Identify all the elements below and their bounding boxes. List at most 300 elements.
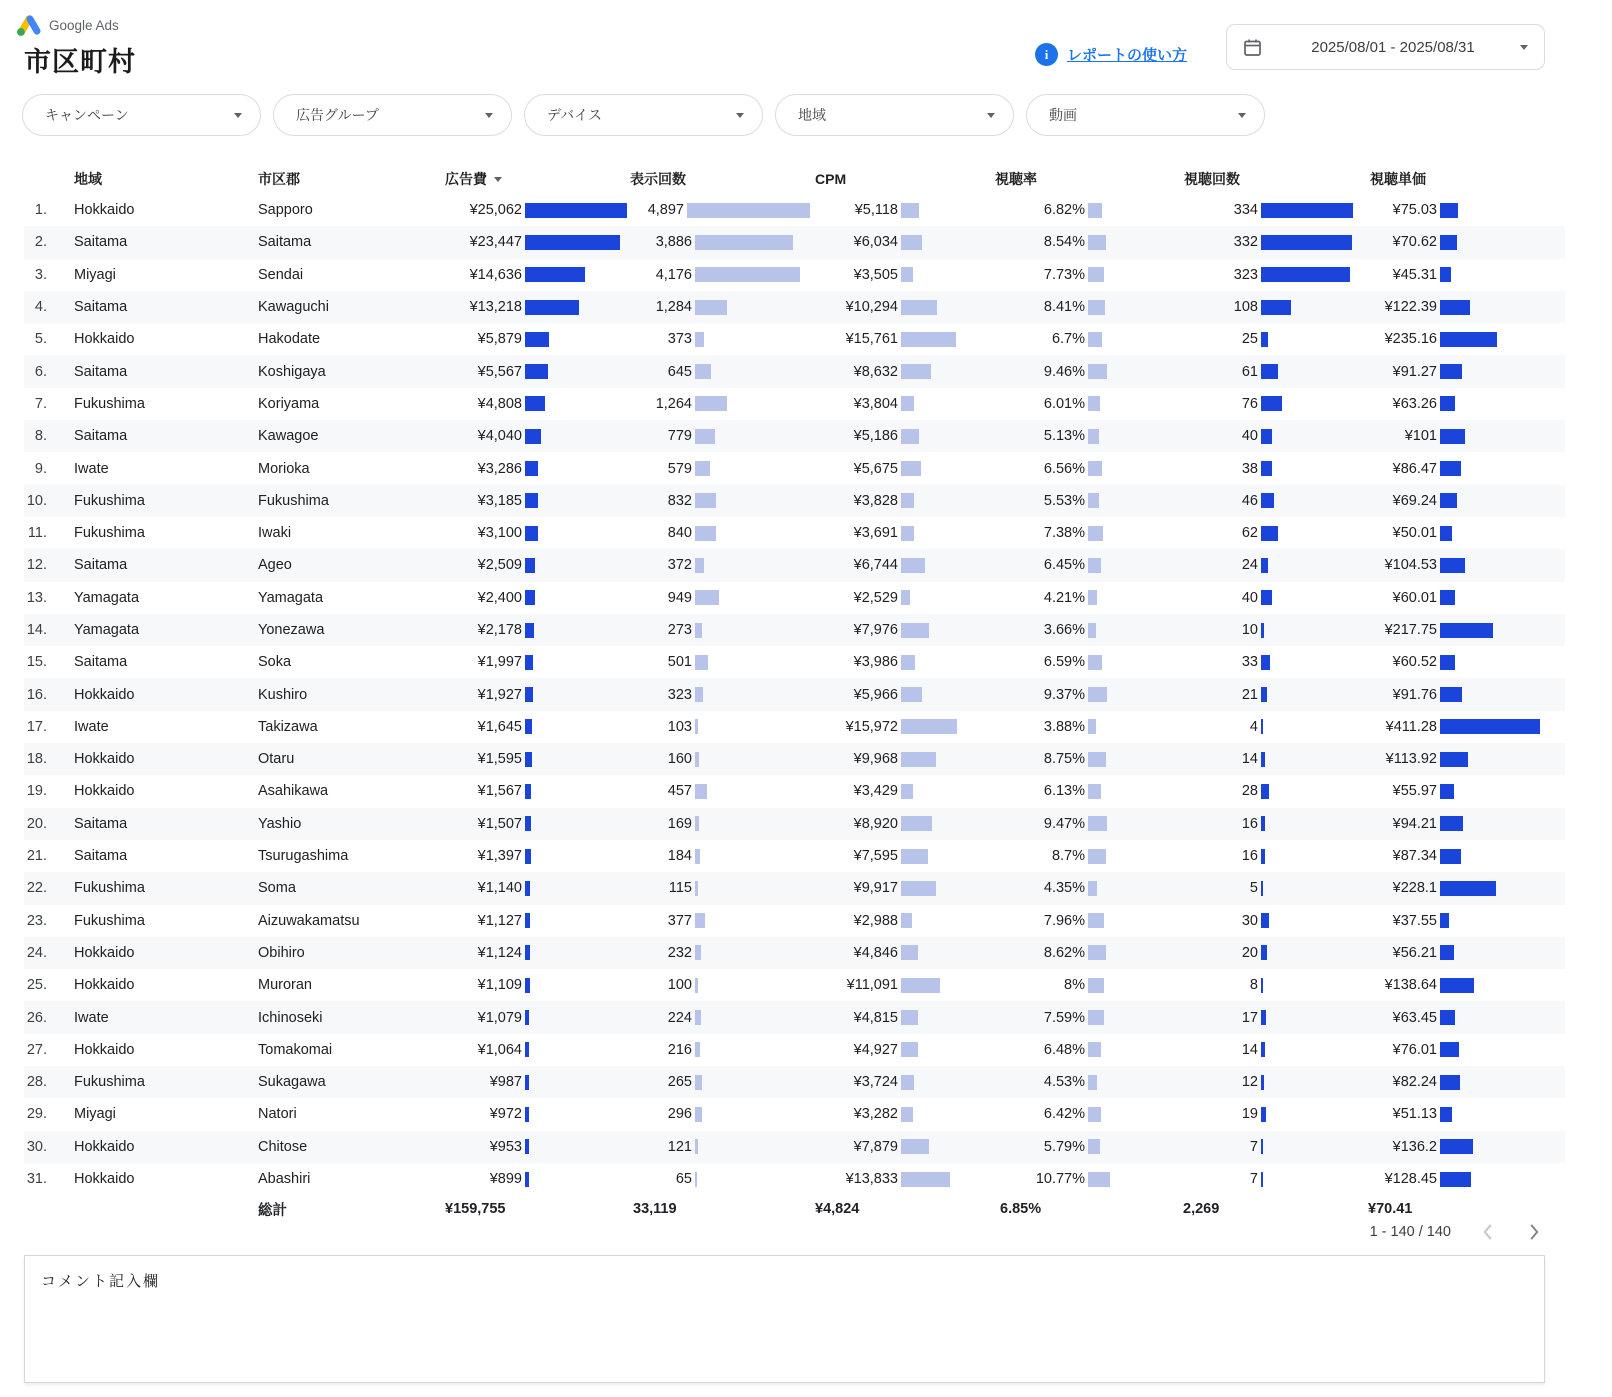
- cell-cpv: ¥37.55: [1360, 913, 1565, 929]
- row-index: 3.: [34, 266, 47, 283]
- impressions-bar: [695, 267, 810, 282]
- cell-cpm: ¥13,833: [810, 1171, 962, 1187]
- cell-cost: ¥1,397: [434, 848, 630, 864]
- cell-views: 62: [1115, 525, 1360, 541]
- cpm-bar: [901, 526, 962, 541]
- views-bar: [1261, 623, 1360, 638]
- info-icon[interactable]: i: [1035, 43, 1058, 66]
- cell-rate: 7.73%: [962, 267, 1115, 283]
- cell-city: Saitama: [258, 234, 312, 251]
- cpm-bar: [901, 1075, 962, 1090]
- cell-views: 7: [1115, 1139, 1360, 1155]
- row-index: 4.: [34, 299, 47, 316]
- cell-region: Hokkaido: [74, 202, 135, 219]
- table-row: [24, 1163, 1565, 1195]
- cell-region: Iwate: [74, 1009, 109, 1026]
- filter-device[interactable]: デバイス: [524, 94, 763, 136]
- cell-region: Saitama: [74, 815, 128, 832]
- impressions-bar: [695, 719, 810, 734]
- cell-city: Morioka: [258, 460, 310, 477]
- filter-ad-group[interactable]: 広告グループ: [273, 94, 512, 136]
- impressions-bar: [695, 396, 810, 411]
- cell-impressions: 1,264: [630, 396, 810, 412]
- pagination-range: 1 - 140 / 140: [1369, 1224, 1451, 1240]
- cell-cpm: ¥5,966: [810, 687, 962, 703]
- rate-bar: [1088, 719, 1115, 734]
- views-bar: [1261, 687, 1360, 702]
- cell-cpm: ¥3,828: [810, 493, 962, 509]
- cell-cost: ¥1,997: [434, 654, 630, 670]
- views-bar: [1261, 1010, 1360, 1025]
- cpm-bar: [901, 267, 962, 282]
- impressions-bar: [695, 558, 810, 573]
- cell-views: 21: [1115, 687, 1360, 703]
- table-row: [24, 840, 1565, 872]
- row-index: 1.: [34, 202, 47, 219]
- table-row: [24, 194, 1565, 226]
- cell-cpm: ¥3,724: [810, 1074, 962, 1090]
- cell-city: Iwaki: [258, 525, 292, 542]
- column-header-cpm[interactable]: CPM: [815, 171, 847, 187]
- cell-rate: 3.88%: [962, 719, 1115, 735]
- cell-views: 46: [1115, 493, 1360, 509]
- cell-impressions: 457: [630, 783, 810, 799]
- cpv-bar: [1440, 1075, 1565, 1090]
- cell-impressions: 216: [630, 1042, 810, 1058]
- cell-impressions: 779: [630, 428, 810, 444]
- row-index: 16.: [26, 686, 47, 703]
- cpv-bar: [1440, 429, 1565, 444]
- cell-rate: 8.75%: [962, 751, 1115, 767]
- cell-impressions: 169: [630, 816, 810, 832]
- chevron-down-icon: [234, 113, 242, 118]
- filter-campaign[interactable]: キャンペーン: [22, 94, 261, 136]
- cpv-bar: [1440, 945, 1565, 960]
- row-index: 28.: [26, 1074, 47, 1091]
- cell-cpv: ¥113.92: [1360, 751, 1565, 767]
- cell-cpv: ¥411.28: [1360, 719, 1565, 735]
- rate-bar: [1088, 461, 1115, 476]
- cell-city: Koriyama: [258, 395, 320, 412]
- cell-rate: 6.7%: [962, 331, 1115, 347]
- cpv-bar: [1440, 1042, 1565, 1057]
- cpv-bar: [1440, 203, 1565, 218]
- impressions-bar: [695, 429, 810, 444]
- cell-cpm: ¥5,118: [810, 202, 962, 218]
- cell-region: Iwate: [74, 718, 109, 735]
- impressions-bar: [695, 816, 810, 831]
- total-view-rate: 6.85%: [1000, 1201, 1042, 1218]
- views-bar: [1261, 816, 1360, 831]
- rate-bar: [1088, 267, 1115, 282]
- impressions-bar: [695, 364, 810, 379]
- rate-bar: [1088, 913, 1115, 928]
- cell-cost: ¥1,927: [434, 687, 630, 703]
- date-range-value: 2025/08/01 - 2025/08/31: [1311, 38, 1475, 56]
- cell-views: 20: [1115, 945, 1360, 961]
- cell-cpv: ¥217.75: [1360, 622, 1565, 638]
- cost-bar: [525, 719, 630, 734]
- row-index: 11.: [27, 525, 47, 542]
- table-row: [24, 259, 1565, 291]
- cell-region: Hokkaido: [74, 1138, 135, 1155]
- column-header-views[interactable]: 視聴回数: [1184, 171, 1240, 187]
- cell-cpv: ¥136.2: [1360, 1139, 1565, 1155]
- cell-city: Soka: [258, 654, 292, 671]
- chevron-down-icon: [987, 113, 995, 118]
- impressions-bar: [695, 235, 810, 250]
- row-index: 13.: [26, 589, 47, 606]
- row-index: 19.: [26, 783, 47, 800]
- cell-views: 17: [1115, 1010, 1360, 1026]
- cell-rate: 3.66%: [962, 622, 1115, 638]
- cell-region: Saitama: [74, 848, 128, 865]
- views-bar: [1261, 396, 1360, 411]
- cell-city: Kawaguchi: [258, 299, 329, 316]
- cost-bar: [525, 687, 630, 702]
- cell-rate: 9.47%: [962, 816, 1115, 832]
- table-row: [24, 1001, 1565, 1033]
- row-index: 2.: [34, 234, 47, 251]
- cell-cost: ¥2,178: [434, 622, 630, 638]
- cell-impressions: 579: [630, 461, 810, 477]
- table-body: [24, 194, 1565, 1195]
- impressions-bar: [695, 300, 810, 315]
- views-bar: [1261, 978, 1360, 993]
- table-row: [24, 485, 1565, 517]
- comment-label: コメント記入欄: [41, 1273, 161, 1290]
- impressions-bar: [695, 913, 810, 928]
- cell-views: 40: [1115, 428, 1360, 444]
- cpm-bar: [901, 1172, 962, 1187]
- comment-field[interactable]: [24, 1255, 1545, 1383]
- cell-impressions: 273: [630, 622, 810, 638]
- impressions-bar: [695, 945, 810, 960]
- views-bar: [1261, 849, 1360, 864]
- cell-rate: 4.21%: [962, 590, 1115, 606]
- cell-views: 28: [1115, 783, 1360, 799]
- filter-bar: [22, 94, 1265, 136]
- cell-cost: ¥1,127: [434, 913, 630, 929]
- cost-bar: [525, 267, 630, 282]
- cell-rate: 8.62%: [962, 945, 1115, 961]
- rate-bar: [1088, 881, 1115, 896]
- cell-city: Sukagawa: [258, 1074, 326, 1091]
- cell-cpm: ¥3,691: [810, 525, 962, 541]
- table-header-row: [24, 166, 1565, 192]
- cell-views: 38: [1115, 461, 1360, 477]
- views-bar: [1261, 945, 1360, 960]
- views-bar: [1261, 913, 1360, 928]
- cell-rate: 6.48%: [962, 1042, 1115, 1058]
- cell-rate: 5.79%: [962, 1139, 1115, 1155]
- rate-bar: [1088, 332, 1115, 347]
- next-page-icon[interactable]: [1523, 1221, 1545, 1243]
- cpm-bar: [901, 332, 962, 347]
- cell-cpm: ¥4,846: [810, 945, 962, 961]
- rate-bar: [1088, 590, 1115, 605]
- cost-bar: [525, 461, 630, 476]
- cost-bar: [525, 1139, 630, 1154]
- cell-cpv: ¥82.24: [1360, 1074, 1565, 1090]
- cell-cost: ¥953: [434, 1139, 630, 1155]
- impressions-bar: [695, 1172, 810, 1187]
- cell-region: Hokkaido: [74, 751, 135, 768]
- cell-city: Ageo: [258, 557, 292, 574]
- cpm-bar: [901, 558, 962, 573]
- cell-views: 33: [1115, 654, 1360, 670]
- cell-views: 12: [1115, 1074, 1360, 1090]
- cell-cost: ¥2,400: [434, 590, 630, 606]
- cpv-bar: [1440, 913, 1565, 928]
- cell-cpv: ¥70.62: [1360, 234, 1565, 250]
- cell-rate: 8.54%: [962, 234, 1115, 250]
- total-cpv: ¥70.41: [1368, 1201, 1413, 1218]
- cell-cost: ¥3,185: [434, 493, 630, 509]
- column-header-view-rate[interactable]: 視聴率: [995, 171, 1037, 187]
- table-row: [24, 1131, 1565, 1163]
- impressions-bar: [695, 1010, 810, 1025]
- cell-city: Ichinoseki: [258, 1009, 323, 1026]
- cell-cost: ¥25,062: [434, 202, 630, 218]
- row-index: 10.: [26, 492, 47, 509]
- cell-views: 76: [1115, 396, 1360, 412]
- rate-bar: [1088, 687, 1115, 702]
- cpv-bar: [1440, 752, 1565, 767]
- cpm-bar: [901, 623, 962, 638]
- rate-bar: [1088, 1107, 1115, 1122]
- cell-cost: ¥4,040: [434, 428, 630, 444]
- cpm-bar: [901, 752, 962, 767]
- cost-bar: [525, 1010, 630, 1025]
- impressions-bar: [695, 623, 810, 638]
- impressions-bar: [687, 203, 810, 218]
- cell-rate: 8.41%: [962, 299, 1115, 315]
- cpv-bar: [1440, 1139, 1565, 1154]
- cpm-bar: [901, 396, 962, 411]
- cell-region: Iwate: [74, 460, 109, 477]
- cell-cpv: ¥76.01: [1360, 1042, 1565, 1058]
- table-row: [24, 1034, 1565, 1066]
- column-header-cost[interactable]: 広告費: [434, 169, 630, 189]
- cpm-bar: [901, 203, 962, 218]
- cell-rate: 7.38%: [962, 525, 1115, 541]
- cell-region: Fukushima: [74, 525, 145, 542]
- table-row: [24, 808, 1565, 840]
- cell-cpv: ¥235.16: [1360, 331, 1565, 347]
- column-header-city[interactable]: 市区郡: [258, 171, 300, 187]
- cell-cpm: ¥8,920: [810, 816, 962, 832]
- cell-rate: 6.13%: [962, 783, 1115, 799]
- cost-bar: [525, 913, 630, 928]
- column-header-cpv[interactable]: 視聴単価: [1370, 171, 1426, 187]
- row-index: 24.: [26, 944, 47, 961]
- date-range-picker[interactable]: [1226, 24, 1545, 70]
- table-total-row: [24, 1195, 1565, 1223]
- cpm-bar: [901, 300, 962, 315]
- views-bar: [1261, 1172, 1360, 1187]
- cost-bar: [525, 493, 630, 508]
- views-bar: [1261, 332, 1360, 347]
- column-header-region[interactable]: 地域: [74, 171, 102, 187]
- cost-bar: [525, 816, 630, 831]
- cpv-bar: [1440, 881, 1565, 896]
- cell-views: 16: [1115, 816, 1360, 832]
- cell-city: Obihiro: [258, 944, 305, 961]
- cell-cpv: ¥87.34: [1360, 848, 1565, 864]
- rate-bar: [1088, 816, 1115, 831]
- cpv-bar: [1440, 623, 1565, 638]
- cost-bar: [525, 300, 630, 315]
- cell-city: Otaru: [258, 751, 295, 768]
- cell-region: Miyagi: [74, 1106, 116, 1123]
- rate-bar: [1088, 655, 1115, 670]
- rate-bar: [1088, 558, 1115, 573]
- row-index: 7.: [34, 395, 47, 412]
- chevron-down-icon: [736, 113, 744, 118]
- rate-bar: [1088, 1010, 1115, 1025]
- filter-region[interactable]: 地域: [775, 94, 1014, 136]
- cpv-bar: [1440, 364, 1565, 379]
- prev-page-icon[interactable]: [1477, 1221, 1499, 1243]
- cell-views: 7: [1115, 1171, 1360, 1187]
- cell-views: 334: [1115, 202, 1360, 218]
- total-impressions: 33,119: [633, 1201, 677, 1218]
- cpv-bar: [1440, 558, 1565, 573]
- cpv-bar: [1440, 1172, 1565, 1187]
- impressions-bar: [695, 1139, 810, 1154]
- cell-impressions: 232: [630, 945, 810, 961]
- calendar-icon: [1243, 38, 1262, 57]
- row-index: 31.: [26, 1171, 47, 1188]
- table-row: [24, 452, 1565, 484]
- table-row: [24, 517, 1565, 549]
- total-views: 2,269: [1183, 1201, 1220, 1218]
- cell-cpm: ¥4,815: [810, 1010, 962, 1026]
- cell-impressions: 184: [630, 848, 810, 864]
- cell-region: Hokkaido: [74, 1041, 135, 1058]
- cell-region: Fukushima: [74, 1074, 145, 1091]
- cpm-bar: [901, 1010, 962, 1025]
- cpv-bar: [1440, 590, 1565, 605]
- cell-city: Yashio: [258, 815, 302, 832]
- cell-city: Soma: [258, 880, 296, 897]
- column-header-impressions[interactable]: 表示回数: [630, 171, 686, 187]
- row-index: 20.: [26, 815, 47, 832]
- cell-city: Yonezawa: [258, 622, 325, 638]
- rate-bar: [1088, 364, 1115, 379]
- views-bar: [1261, 526, 1360, 541]
- cell-city: Sendai: [258, 266, 304, 283]
- impressions-bar: [695, 978, 810, 993]
- cost-bar: [525, 752, 630, 767]
- views-bar: [1261, 752, 1360, 767]
- cell-city: Abashiri: [258, 1171, 311, 1188]
- cell-cpm: ¥7,879: [810, 1139, 962, 1155]
- cpm-bar: [901, 1139, 962, 1154]
- cpm-bar: [901, 816, 962, 831]
- cell-rate: 8.7%: [962, 848, 1115, 864]
- cell-cost: ¥14,636: [434, 267, 630, 283]
- rate-bar: [1088, 752, 1115, 767]
- cell-cpv: ¥122.39: [1360, 299, 1565, 315]
- cell-cpm: ¥10,294: [810, 299, 962, 315]
- cell-impressions: 224: [630, 1010, 810, 1026]
- cell-cost: ¥987: [434, 1074, 630, 1090]
- cell-cost: ¥5,879: [434, 331, 630, 347]
- row-index: 15.: [26, 654, 47, 671]
- cell-views: 40: [1115, 590, 1360, 606]
- table-row: [24, 420, 1565, 452]
- cell-cpm: ¥3,986: [810, 654, 962, 670]
- report-help-link[interactable]: レポートの使い方: [1067, 47, 1188, 64]
- cell-impressions: 103: [630, 719, 810, 735]
- cell-cost: ¥5,567: [434, 364, 630, 380]
- cost-bar: [525, 203, 630, 218]
- views-bar: [1261, 590, 1360, 605]
- table-row: [24, 678, 1565, 710]
- cell-cpv: ¥51.13: [1360, 1106, 1565, 1122]
- row-index: 6.: [34, 363, 47, 380]
- cell-impressions: 115: [630, 880, 810, 896]
- cpm-bar: [901, 881, 962, 896]
- cpv-bar: [1440, 526, 1565, 541]
- cell-region: Hokkaido: [74, 977, 135, 994]
- cell-region: Hokkaido: [74, 331, 135, 348]
- cell-cpm: ¥6,034: [810, 234, 962, 250]
- sort-desc-icon: [494, 177, 502, 182]
- rate-bar: [1088, 978, 1115, 993]
- cpv-bar: [1440, 267, 1565, 282]
- brand: [16, 13, 119, 37]
- filter-video[interactable]: 動画: [1026, 94, 1265, 136]
- cell-city: Natori: [258, 1106, 297, 1123]
- views-bar: [1261, 881, 1360, 896]
- cell-cpm: ¥7,595: [810, 848, 962, 864]
- cell-views: 14: [1115, 1042, 1360, 1058]
- table-row: [24, 872, 1565, 904]
- cpm-bar: [901, 1107, 962, 1122]
- cost-bar: [525, 655, 630, 670]
- cell-cpm: ¥15,972: [810, 719, 962, 735]
- cell-region: Hokkaido: [74, 1171, 135, 1188]
- cell-impressions: 265: [630, 1074, 810, 1090]
- total-cost: ¥159,755: [445, 1201, 506, 1218]
- cell-cpm: ¥7,976: [810, 622, 962, 638]
- cell-impressions: 840: [630, 525, 810, 541]
- cell-cpv: ¥94.21: [1360, 816, 1565, 832]
- views-bar: [1261, 1139, 1360, 1154]
- impressions-bar: [695, 881, 810, 896]
- cell-rate: 6.42%: [962, 1106, 1115, 1122]
- cell-cpv: ¥91.27: [1360, 364, 1565, 380]
- cell-cpv: ¥101: [1360, 428, 1565, 444]
- cell-region: Fukushima: [74, 395, 145, 412]
- views-bar: [1261, 429, 1360, 444]
- row-index: 9.: [34, 460, 47, 477]
- municipality-table: [24, 166, 1565, 1223]
- cell-impressions: 100: [630, 977, 810, 993]
- cost-bar: [525, 1172, 630, 1187]
- cell-cpm: ¥5,186: [810, 428, 962, 444]
- rate-bar: [1088, 1172, 1115, 1187]
- cell-views: 332: [1115, 234, 1360, 250]
- cell-rate: 5.13%: [962, 428, 1115, 444]
- cell-impressions: 1,284: [630, 299, 810, 315]
- table-row: [24, 226, 1565, 258]
- views-bar: [1261, 1042, 1360, 1057]
- table-row: [24, 711, 1565, 743]
